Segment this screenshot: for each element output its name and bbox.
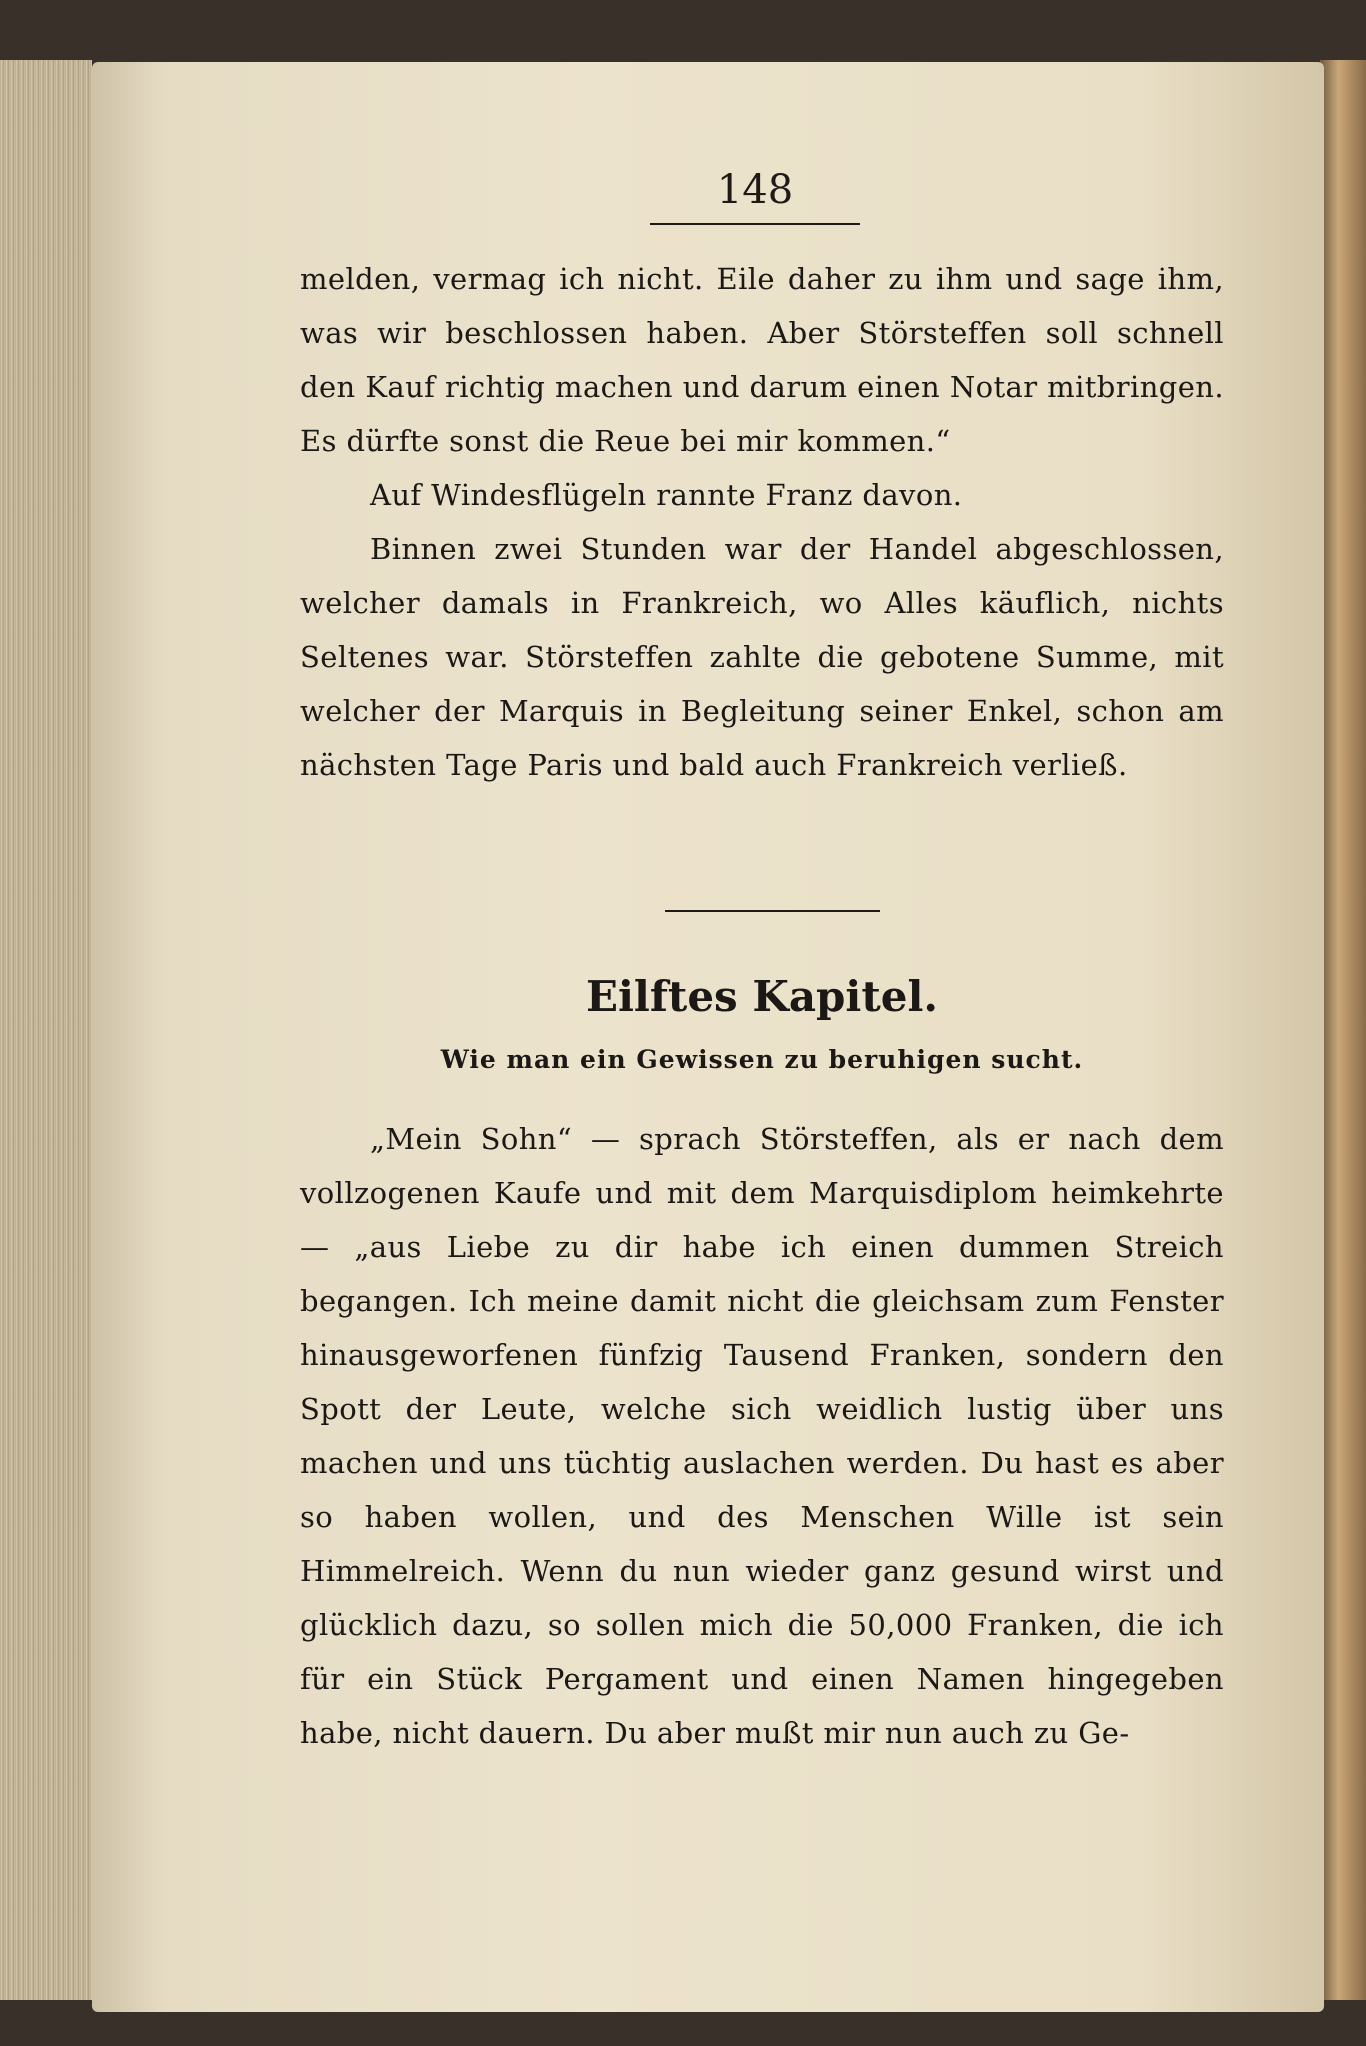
page-number: 148: [716, 167, 794, 213]
paragraph: Binnen zwei Stunden war der Handel abgeschlossen, welcher damals in Frankreich, wo Alles käuflich, nichts Seltenes war. Störsteffen zahlte die gebotene Summe, mit welcher der Marquis in Begleitung seiner Enkel, schon am nächsten Tage Paris und bald auch Frankreich verließ.: [300, 532, 1224, 782]
page-edges: [0, 60, 92, 2000]
chapter-title: Eilftes Kapitel.: [585, 972, 939, 1021]
paragraph: „Mein Sohn“ — sprach Störsteffen, als er nach dem vollzogenen Kaufe und mit dem Marquisdiplom heimkehrte — „aus Liebe zu dir habe ich einen dummen Streich begangen. Ich meine damit nicht die gleichsam zum Fenster hinausgeworfenen fünfzig Tausend Franken, sondern den Spott der Leute, welche sich weidlich lustig über uns machen und uns tüchtig auslachen werden. Du hast es aber so haben wollen, und des Menschen Wille ist sein Himmelreich. Wenn du nun wieder ganz gesund wirst und glücklich dazu, so sollen mich die 50,000 Franken, die ich für ein Stück Pergament und einen Namen hingegeben habe, nicht dauern. Du aber mußt mir nun auch zu Ge-: [300, 1122, 1224, 1750]
section-divider: [665, 910, 880, 912]
page-number-rule: [650, 223, 860, 225]
next-page-edge: [1320, 60, 1366, 2000]
chapter-subtitle: Wie man ein Gewissen zu beruhigen sucht.: [440, 1045, 1084, 1074]
paragraph: Auf Windesflügeln rannte Franz davon.: [370, 478, 963, 512]
text-block-top: [300, 252, 1224, 792]
paragraph: melden, vermag ich nicht. Eile daher zu ihm und sage ihm, was wir beschlossen haben. Aber Störsteffen soll schnell den Kauf richtig machen und darum einen Notar mitbringen. Es dürfte sonst die Reue bei mir kommen.“: [300, 262, 1224, 458]
text-block-bottom: [300, 1112, 1224, 1760]
